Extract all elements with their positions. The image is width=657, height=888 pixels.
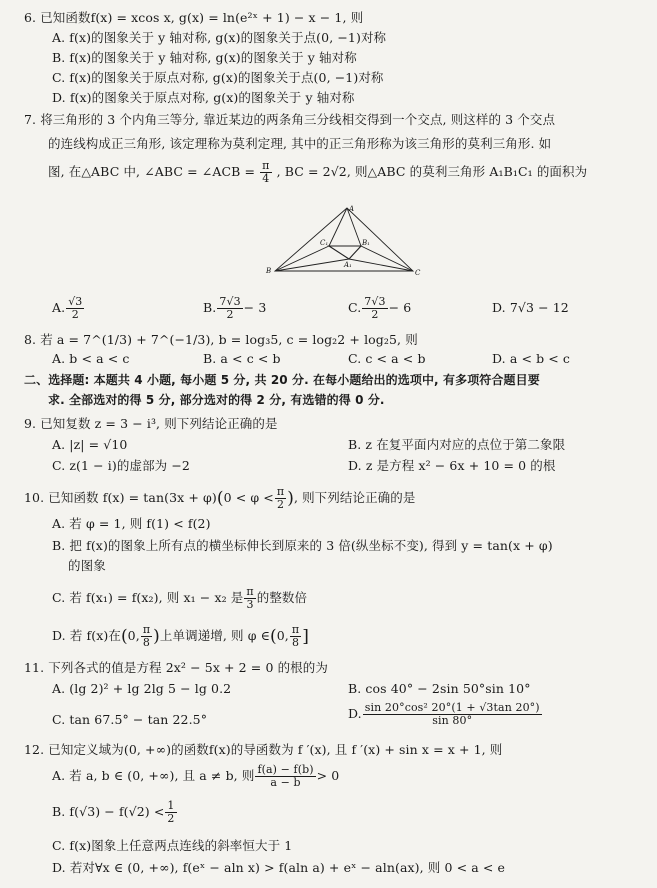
q9-option-d: D. z 是方程 x² − 6x + 10 = 0 的根 bbox=[348, 458, 556, 473]
q10-stem: 10. 已知函数 f(x) = tan(3x + φ)(0 < φ < $\frac{\pi}{2}$ ), 则下列结论正确的是 bbox=[24, 485, 416, 511]
q9-option-c: C. z(1 − i)的虚部为 −2 bbox=[52, 458, 190, 473]
q11-d-fraction bbox=[363, 702, 542, 727]
q12-option-c: C. f(x)图象上任意两点连线的斜率恒大于 1 bbox=[52, 838, 293, 853]
q12-a-post: > 0 bbox=[316, 768, 340, 783]
morley-triangle-figure bbox=[265, 204, 425, 286]
q11-d-den: sin 80° bbox=[432, 714, 473, 727]
q8-option-a: A. b < a < c bbox=[52, 351, 130, 366]
q6-option-c: C. f(x)的图象关于原点对称, g(x)的图象关于点(0, −1)对称 bbox=[52, 70, 384, 85]
q7-a-num: √3 bbox=[68, 295, 83, 308]
q10-option-b-line-1: B. 把 f(x)的图象上所有点的横坐标伸长到原来的 3 倍(纵坐标不变), 得到 y = tan(x + φ) bbox=[52, 538, 553, 553]
section-2-line-1: 二、选择题: 本题共 4 小题, 每小题 5 分, 共 20 分. 在每小题给出的选项中, 有多项符合题目要 bbox=[24, 373, 540, 387]
q7-angle-den: 4 bbox=[262, 172, 270, 185]
q7-b-fraction bbox=[217, 296, 242, 321]
q7-angle-fraction bbox=[260, 160, 271, 185]
q8-stem: 8. 若 a = 7^(1/3) + 7^(−1/3), b = log₃5, c = log₂2 + log₂5, 则 bbox=[24, 332, 418, 347]
morley-triangle-svg bbox=[265, 204, 425, 286]
q11-d-label: D. bbox=[348, 706, 362, 721]
q7-b-num: 7√3 bbox=[219, 295, 241, 308]
trisector-c-b1 bbox=[361, 246, 413, 271]
q12-a-den: a − b bbox=[270, 776, 301, 789]
trisector-a-c1 bbox=[329, 208, 347, 246]
q10-d-num-2: π bbox=[291, 623, 300, 636]
q12-a-fraction bbox=[255, 764, 315, 789]
q12-option-a bbox=[52, 764, 339, 789]
q12-b-num: 1 bbox=[167, 799, 175, 812]
q11-option-b: B. cos 40° − 2sin 50°sin 10° bbox=[348, 681, 531, 696]
q10-c-fraction bbox=[244, 586, 255, 611]
q8-option-b: B. a < c < b bbox=[203, 351, 281, 366]
q10-option-d: D. 若 f(x)在(0, $\frac{\pi}{8}$ )上单调递增, 则 φ ∈(0, $\frac{\pi}{8}$ ] bbox=[52, 623, 309, 649]
q12-b-den: 2 bbox=[167, 812, 175, 825]
q9-option-a: A. |z| = √10 bbox=[52, 437, 128, 452]
q7-c-post: − 6 bbox=[388, 300, 412, 315]
q11-stem: 11. 下列各式的值是方程 2x² − 5x + 2 = 0 的根的为 bbox=[24, 660, 328, 675]
q9-option-b: B. z 在复平面内对应的点位于第二象限 bbox=[348, 437, 566, 452]
q7-b-post: − 3 bbox=[243, 300, 267, 315]
q10-d-den-2: 8 bbox=[291, 636, 300, 649]
label-a1: A₁ bbox=[344, 261, 352, 269]
q6-option-d: D. f(x)的图象关于原点对称, g(x)的图象关于 y 轴对称 bbox=[52, 90, 355, 105]
q7-b-label: B. bbox=[203, 300, 217, 315]
q7-angle-num: π bbox=[262, 159, 270, 172]
q10-d-pre: D. 若 f(x)在 bbox=[52, 628, 121, 643]
q12-option-b bbox=[52, 800, 178, 825]
q12-stem: 12. 已知定义域为(0, +∞)的函数f(x)的导函数为 f ′(x), 且 f ′(x) + sin x = x + 1, 则 bbox=[24, 742, 503, 757]
q12-b-pre: B. f(√3) − f(√2) < bbox=[52, 804, 165, 819]
q10-c-pre: C. 若 f(x₁) = f(x₂), 则 x₁ − x₂ 是 bbox=[52, 590, 244, 605]
q7-option-d: D. 7√3 − 12 bbox=[492, 300, 569, 315]
q8-option-c: C. c < a < b bbox=[348, 351, 426, 366]
label-a: A bbox=[349, 205, 355, 213]
q7-line-3 bbox=[48, 160, 587, 185]
morley-triangle bbox=[329, 246, 361, 259]
q7-c-label: C. bbox=[348, 300, 362, 315]
q10-stem-post: , 则下列结论正确的是 bbox=[293, 490, 416, 505]
q10-stem-fraction bbox=[275, 486, 286, 511]
q7-line-3-pre: 图, 在△ABC 中, ∠ABC = ∠ACB = bbox=[48, 164, 256, 179]
q10-stem-den: 2 bbox=[276, 498, 285, 511]
q12-option-d: D. 若对∀x ∈ (0, +∞), f(eˣ − aln x) > f(aln a) + eˣ − aln(ax), 则 0 < a < e bbox=[52, 860, 506, 875]
q12-a-num: f(a) − f(b) bbox=[257, 763, 314, 776]
q10-option-b-line-2: 的图象 bbox=[68, 558, 106, 573]
q6-option-b: B. f(x)的图象关于 y 轴对称, g(x)的图象关于 y 轴对称 bbox=[52, 50, 357, 65]
q6-stem: 6. 已知函数f(x) = xcos x, g(x) = ln(e²ˣ + 1) − x − 1, 则 bbox=[24, 10, 364, 25]
q10-c-den: 3 bbox=[246, 598, 254, 611]
q7-option-b bbox=[203, 296, 266, 321]
q10-d-mid: 上单调递增, 则 φ ∈ bbox=[159, 628, 270, 643]
q10-stem-pre: 10. 已知函数 f(x) = tan(3x + φ) bbox=[24, 490, 217, 505]
q7-line-1: 7. 将三角形的 3 个内角三等分, 靠近某边的两条角三分线相交得到一个交点, 则这样的 3 个交点 bbox=[24, 112, 556, 127]
q10-c-post: 的整数倍 bbox=[256, 590, 308, 605]
q12-b-fraction bbox=[165, 800, 176, 825]
q7-c-fraction bbox=[362, 296, 387, 321]
q10-d-den-1: 8 bbox=[142, 636, 151, 649]
label-b1: B₁ bbox=[362, 239, 370, 247]
q7-option-a bbox=[52, 296, 85, 321]
q10-d-num-1: π bbox=[142, 623, 151, 636]
label-b: B bbox=[266, 267, 272, 275]
q7-line-3-post: , BC = 2√2, 则△ABC 的莫利三角形 A₁B₁C₁ 的面积为 bbox=[276, 164, 588, 179]
q9-stem: 9. 已知复数 z = 3 − i³, 则下列结论正确的是 bbox=[24, 416, 278, 431]
section-2-line-2: 求. 全部选对的得 5 分, 部分选对的得 2 分, 有选错的得 0 分. bbox=[48, 393, 385, 407]
q7-a-label: A. bbox=[52, 300, 66, 315]
q10-d-interval-start: 0, bbox=[127, 628, 140, 643]
trisector-c-a1 bbox=[349, 259, 413, 271]
label-c1: C₁ bbox=[320, 239, 329, 247]
q10-d-fraction-2 bbox=[290, 624, 301, 649]
label-c: C bbox=[415, 269, 421, 277]
q10-option-a: A. 若 φ = 1, 则 f(1) < f(2) bbox=[52, 516, 211, 531]
trisector-b-c1 bbox=[275, 246, 329, 271]
q10-cond: 0 < φ < bbox=[223, 490, 274, 505]
q11-option-d bbox=[348, 702, 543, 727]
q10-option-c bbox=[52, 586, 307, 611]
q7-a-fraction bbox=[66, 296, 84, 321]
q11-option-a: A. (lg 2)² + lg 2lg 5 − lg 0.2 bbox=[52, 681, 232, 696]
q10-d-interval-2-start: 0, bbox=[276, 628, 289, 643]
trisector-a-b1 bbox=[347, 208, 361, 246]
q7-line-2: 的连线构成正三角形, 该定理称为莫利定理, 其中的正三角形称为该三角形的莫利三角形. 如 bbox=[48, 136, 552, 151]
q7-c-num: 7√3 bbox=[364, 295, 386, 308]
q7-b-den: 2 bbox=[226, 308, 234, 321]
q10-c-num: π bbox=[246, 585, 254, 598]
q6-option-a: A. f(x)的图象关于 y 轴对称, g(x)的图象关于点(0, −1)对称 bbox=[52, 30, 387, 45]
q12-a-pre: A. 若 a, b ∈ (0, +∞), 且 a ≠ b, 则 bbox=[52, 768, 255, 783]
q10-stem-num: π bbox=[276, 485, 285, 498]
q7-c-den: 2 bbox=[371, 308, 379, 321]
q7-option-c bbox=[348, 296, 411, 321]
q8-option-d: D. a < b < c bbox=[492, 351, 571, 366]
q11-d-num: sin 20°cos² 20°(1 + √3tan 20°) bbox=[364, 701, 540, 714]
q11-option-c: C. tan 67.5° − tan 22.5° bbox=[52, 712, 208, 727]
q10-d-fraction-1 bbox=[141, 624, 152, 649]
q7-a-den: 2 bbox=[71, 308, 79, 321]
